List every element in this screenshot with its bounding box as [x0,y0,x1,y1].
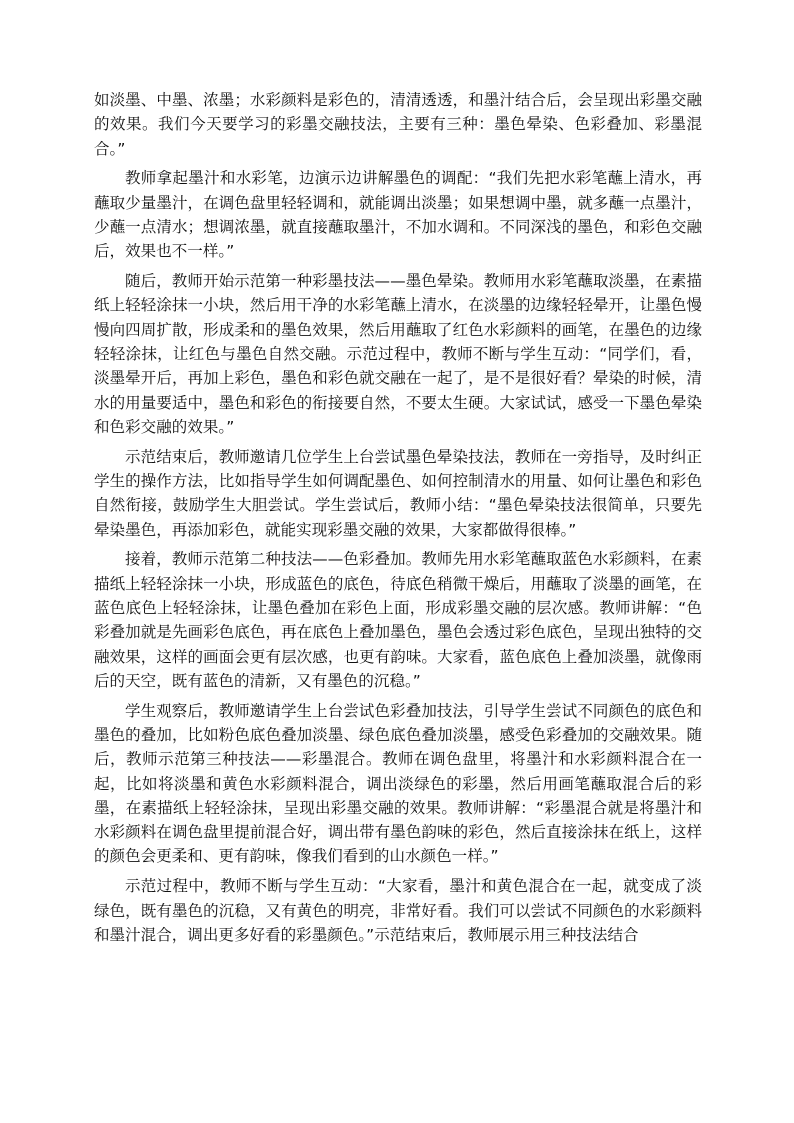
paragraph-5: 接着，教师示范第二种技法——色彩叠加。教师先用水彩笔蘸取蓝色水彩颜料，在素描纸上轻轻涂抹一小块，形成蓝色的底色，待底色稍微干燥后，用蘸取了淡墨的画笔，在蓝色底色上轻轻涂抹，让墨色叠加在彩色上面，形成彩墨交融的层次感。教师讲解：“色彩叠加就是先画彩色底色，再在底色上叠加墨色，墨色会透过彩色底色，呈现出独特的交融效果，这样的画面会更有层次感，也更有韵味。大家看，蓝色底色上叠加淡墨，就像雨后的天空，既有蓝色的清新，又有墨色的沉稳。” [94,550,702,690]
paragraph-7: 示范过程中，教师不断与学生互动：“大家看，墨汁和黄色混合在一起，就变成了淡绿色，既有墨色的沉稳，又有黄色的明亮，非常好看。我们可以尝试不同颜色的水彩颜料和墨汁混合，调出更多好看的彩墨颜色。”示范结束后，教师展示用三种技法结合 [94,877,702,944]
paragraph-4: 示范结束后，教师邀请几位学生上台尝试墨色晕染技法，教师在一旁指导，及时纠正学生的操作方法，比如指导学生如何调配墨色、如何控制清水的用量、如何让墨色和彩色自然衔接，鼓励学生大胆尝试。学生尝试后，教师小结：“墨色晕染技法很简单，只要先晕染墨色，再添加彩色，就能实现彩墨交融的效果，大家都做得很棒。” [94,447,702,539]
paragraph-1: 如淡墨、中墨、浓墨；水彩颜料是彩色的，清清透透，和墨汁结合后，会呈现出彩墨交融的效果。我们今天要学习的彩墨交融技法，主要有三种：墨色晕染、色彩叠加、彩墨混合。” [94,91,702,158]
document-page [94,88,702,953]
paragraph-3: 随后，教师开始示范第一种彩墨技法——墨色晕染。教师用水彩笔蘸取淡墨，在素描纸上轻轻涂抹一小块，然后用干净的水彩笔蘸上清水，在淡墨的边缘轻轻晕开，让墨色慢慢向四周扩散，形成柔和的墨色效果，然后用蘸取了红色水彩颜料的画笔，在墨色的边缘轻轻涂抹，让红色与墨色自然交融。示范过程中，教师不断与学生互动：“同学们，看，淡墨晕开后，再加上彩色，墨色和彩色就交融在一起了，是不是很好看？晕染的时候，清水的用量要适中，墨色和彩色的衔接要自然，不要太生硬。大家试试，感受一下墨色晕染和色彩交融的效果。” [94,272,702,436]
paragraph-6: 学生观察后，教师邀请学生上台尝试色彩叠加技法，引导学生尝试不同颜色的底色和墨色的叠加，比如粉色底色叠加淡墨、绿色底色叠加淡墨，感受色彩叠加的交融效果。随后，教师示范第三种技法——彩墨混合。教师在调色盘里，将墨汁和水彩颜料混合在一起，比如将淡墨和黄色水彩颜料混合，调出淡绿色的彩墨，然后用画笔蘸取混合后的彩墨，在素描纸上轻轻涂抹，呈现出彩墨交融的效果。教师讲解：“彩墨混合就是将墨汁和水彩颜料在调色盘里提前混合好，调出带有墨色韵味的彩色，然后直接涂抹在纸上，这样的颜色会更柔和、更有韵味，像我们看到的山水颜色一样。” [94,701,702,866]
paragraph-2: 教师拿起墨汁和水彩笔，边演示边讲解墨色的调配：“我们先把水彩笔蘸上清水，再蘸取少量墨汁，在调色盘里轻轻调和，就能调出淡墨；如果想调中墨，就多蘸一点墨汁，少蘸一点清水；想调浓墨，就直接蘸取墨汁，不加水调和。不同深浅的墨色，和彩色交融后，效果也不一样。” [94,169,702,261]
